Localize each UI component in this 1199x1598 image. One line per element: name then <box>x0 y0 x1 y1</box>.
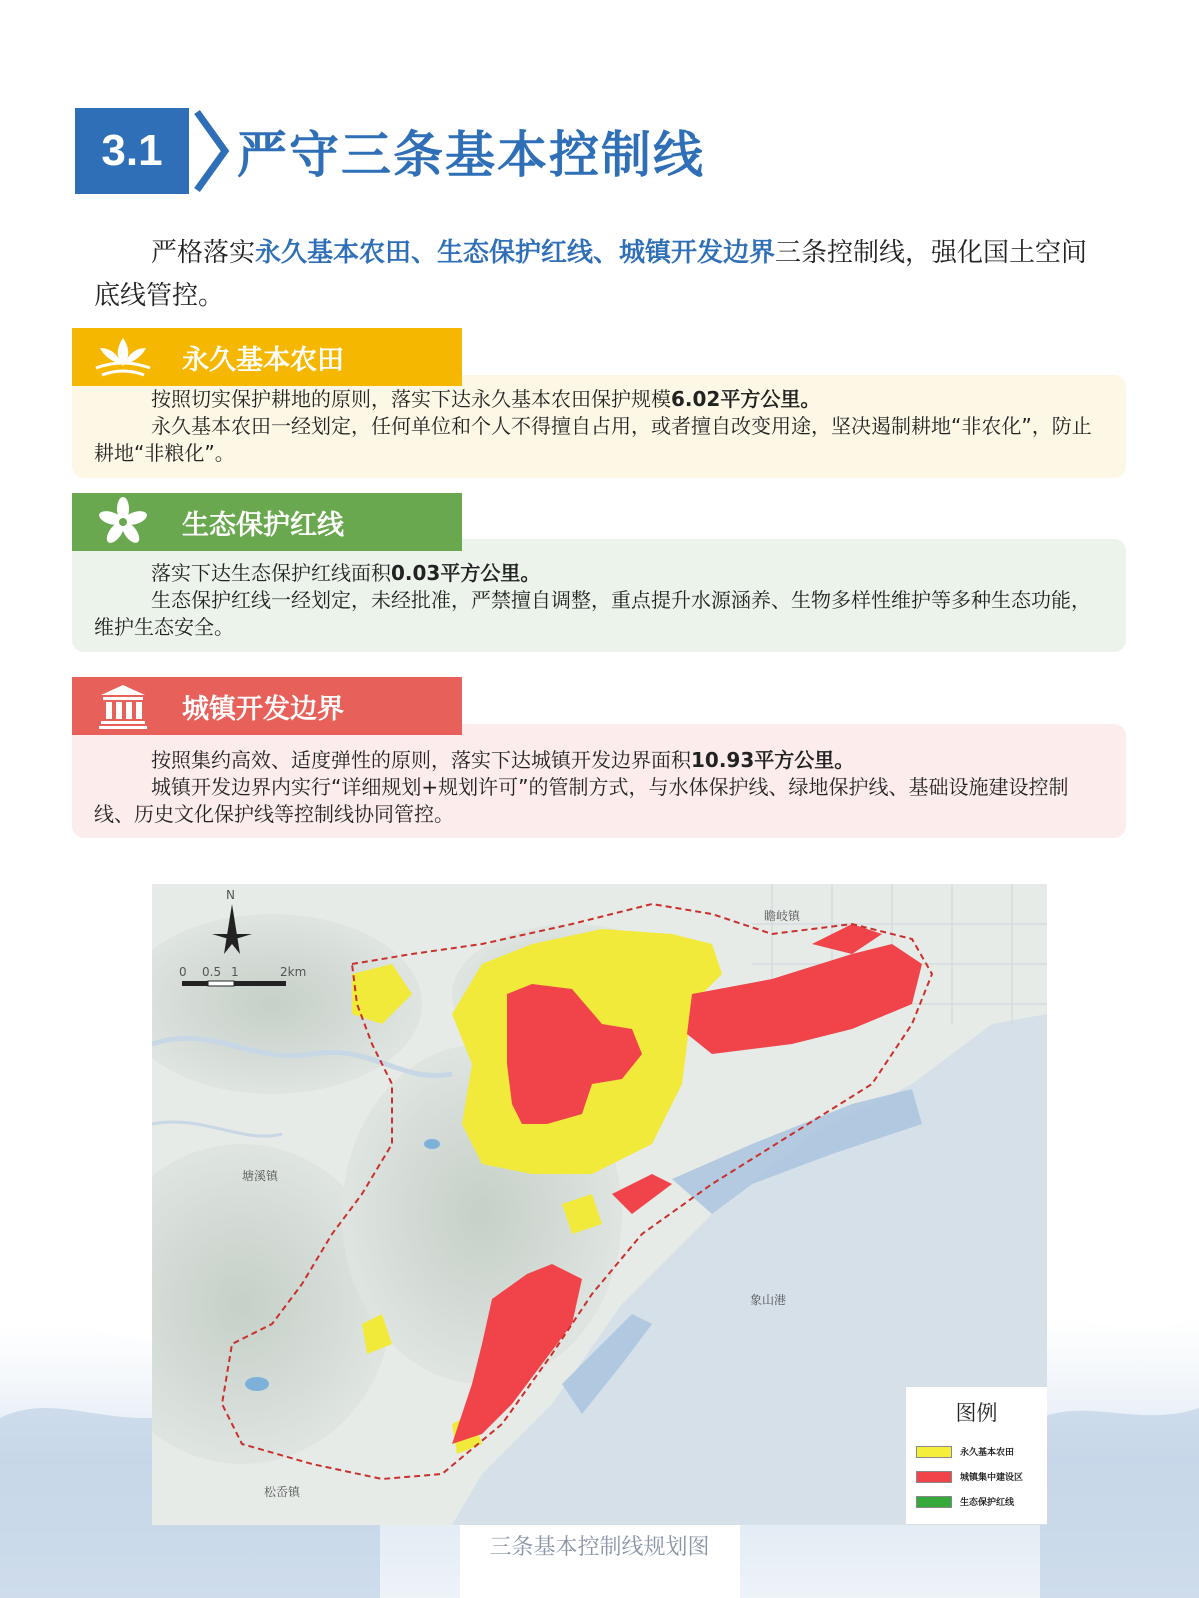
section-header <box>72 493 462 551</box>
flower-icon <box>90 497 156 547</box>
north-label: N <box>226 888 235 902</box>
section-number: 3.1 <box>75 108 189 194</box>
legend-swatch <box>916 1496 952 1508</box>
page-title: 严守三条基本控制线 <box>237 126 705 184</box>
section-heading <box>75 108 705 194</box>
section-figure: 10.93平方公里。 <box>691 748 855 772</box>
section-body <box>72 724 1126 838</box>
section-title: 城镇开发边界 <box>182 693 344 725</box>
section-text: 永久基本农田一经划定，任何单位和个人不得擅自占用，或者擅自改变用途，坚决遏制耕地“非农化”，防止耕地“非粮化”。 <box>94 414 1092 465</box>
section-body <box>72 375 1126 478</box>
legend-label: 生态保护红线 <box>960 1498 1015 1508</box>
section-title: 永久基本农田 <box>182 344 344 376</box>
section-figure: 6.02平方公里。 <box>671 387 821 411</box>
section-figure: 0.03平方公里。 <box>391 561 541 585</box>
legend-item <box>916 1464 1037 1489</box>
section-text: 生态保护红线一经划定，未经批准，严禁擅自调整，重点提升水源涵养、生物多样性维护等多种生态功能，维护生态安全。 <box>94 588 1091 639</box>
legend-swatch <box>916 1471 952 1483</box>
section-header <box>72 677 462 735</box>
place-songao: 松岙镇 <box>264 1485 301 1499</box>
intro-prefix: 严格落实 <box>151 238 256 268</box>
legend-label: 城镇集中建设区 <box>960 1473 1024 1483</box>
chevron-right-icon <box>191 108 231 194</box>
scale-05: 0.5 <box>202 965 222 979</box>
legend-label: 永久基本农田 <box>960 1448 1015 1458</box>
map-caption: 三条基本控制线规划图 <box>489 1535 710 1560</box>
section-text: 按照切实保护耕地的原则，落实下达永久基本农田保护规模 <box>151 387 671 411</box>
scale-0: 0 <box>179 965 187 979</box>
section-text: 落实下达生态保护红线面积 <box>151 561 391 585</box>
scale-2: 2km <box>280 965 307 979</box>
legend-item <box>916 1439 1037 1464</box>
legend-title: 图例 <box>955 1401 998 1425</box>
legend-swatch <box>916 1446 952 1458</box>
intro-suffix: 三条控制线，强化国土空间底线管控。 <box>94 238 1088 311</box>
section-title: 生态保护红线 <box>182 509 344 541</box>
section-text: 按照集约高效、适度弹性的原则，落实下达城镇开发边界面积 <box>151 748 691 772</box>
scale-1: 1 <box>231 965 239 979</box>
building-icon <box>90 681 156 731</box>
place-xiangshangang: 象山港 <box>750 1293 787 1307</box>
section-text: 城镇开发边界内实行“详细规划+规划许可”的管制方式，与水体保护线、绿地保护线、基础设施建设控制线、历史文化保护线等控制线协同管控。 <box>94 775 1069 826</box>
intro-paragraph <box>94 232 1108 318</box>
legend-item <box>916 1489 1037 1514</box>
sprout-icon <box>90 332 156 382</box>
intro-highlight: 永久基本农田、生态保护红线、城镇开发边界 <box>255 238 776 268</box>
place-zhanqi: 瞻岐镇 <box>764 909 801 923</box>
map-legend <box>906 1387 1047 1524</box>
section-header <box>72 328 462 386</box>
section-body <box>72 539 1126 652</box>
place-tangxi: 塘溪镇 <box>242 1169 279 1183</box>
